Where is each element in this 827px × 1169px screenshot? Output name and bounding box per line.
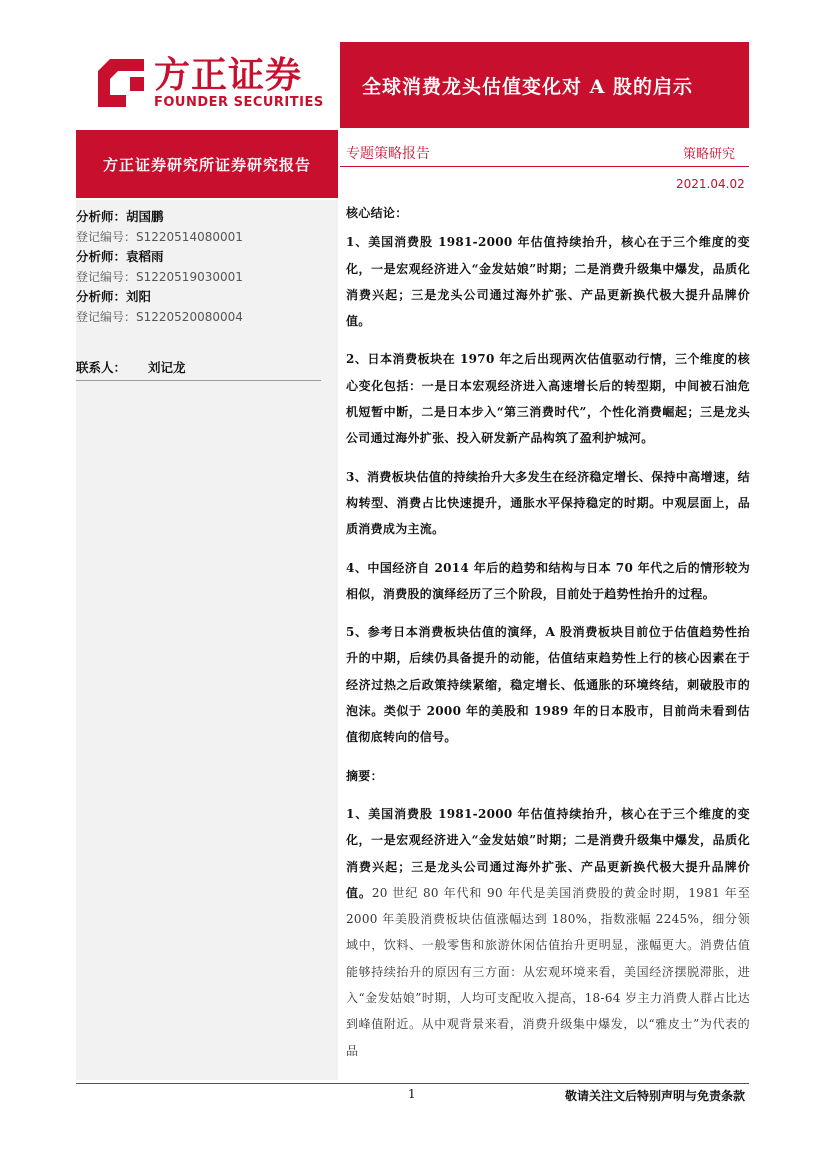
contact-divider [76, 380, 321, 381]
core-point: 5、参考日本消费板块估值的演绎，A 股消费板块目前位于估值趋势性抬升的中期，后续仍具备提升的动能，估值结束趋势性上行的核心因素在于经济过热之后政策持续紧缩，稳定增长、低通胀的环境终结，刺破股市的泡沫。类似于 2000 年的美股和 1989 年的日本股市，目前尚未看到估值彻底转向的信号。 [346, 625, 750, 745]
reg-number: S1220514080001 [136, 230, 243, 244]
report-type: 专题策略报告 [346, 146, 430, 162]
reg-label: 登记编号： [76, 310, 137, 324]
core-point: 1、美国消费股 1981-2000 年估值持续抬升，核心在于三个维度的变化，一是宏观经济进入“金发姑娘”时期；二是消费升级集中爆发，品质化消费兴起；三是龙头公司通过海外扩张、产品更新换代极大提升品牌价值。 [346, 235, 750, 329]
core-point: 4、中国经济自 2014 年后的趋势和结构与日本 70 年代之后的情形较为相似，消费股的演绎经历了三个阶段，目前处于趋势性抬升的过程。 [346, 560, 750, 601]
analyst-name: 胡国鹏 [126, 209, 164, 224]
report-title: 全球消费龙头估值变化对 A 股的启示 [362, 75, 693, 98]
report-title-bar [340, 42, 749, 128]
logo-name-en: FOUNDER SECURITIES [154, 95, 324, 110]
header-divider [340, 166, 749, 167]
reg-label: 登记编号： [76, 270, 137, 284]
disclaimer-note: 敬请关注文后特别声明与免责条款 [565, 1089, 746, 1103]
core-point: 2、日本消费板块在 1970 年之后出现两次估值驱动行情，三个维度的核心变化包括：一是日本宏观经济进入高速增长后的转型期，中间被石油危机短暂中断，二是日本步入“第三消费时代”，个性化消费崛起；三是龙头公司通过海外扩张、投入研发新产品构筑了盈利护城河。 [346, 352, 750, 446]
report-date: 2021.04.02 [676, 177, 745, 191]
logo-mark-icon [96, 57, 146, 109]
core-point: 3、消费板块估值的持续抬升大多发生在经济稳定增长、保持中高增速，结构转型、消费占比快速提升，通胀水平保持稳定的时期。中观层面上，品质消费成为主流。 [346, 469, 750, 537]
company-logo [96, 55, 326, 115]
core-heading: 核心结论： [346, 206, 408, 220]
analyst-block [76, 207, 336, 327]
logo-name-cn: 方正证券 [154, 55, 303, 96]
sidebar-panel [76, 200, 338, 1080]
analyst-name: 刘阳 [126, 289, 152, 304]
summary-paragraph [346, 801, 750, 1064]
footer-divider [76, 1083, 749, 1084]
summary-lead: 1、美国消费股 1981-2000 年估值持续抬升，核心在于三个维度的变化，一是宏观经济进入“金发姑娘”时期；二是消费升级集中爆发，品质化消费兴起；三是龙头公司通过海外扩张、产品更新换代极大提升品牌价值。 [346, 806, 750, 900]
summary-text: 20 世纪 80 年代和 90 年代是美国消费股的黄金时期，1981 年至 2000 年美股消费板块估值涨幅达到 180%，指数涨幅 2245%，细分领域中，饮料、一般零售和旅游休闲估值抬升更明显，涨幅更大。消费估值能够持续抬升的原因有三方面：从宏观环境来看，美国经济摆脱滞胀，进入“金发姑娘”时期，人均可支配收入提高，18-64 岁主力消费人群占比达到峰值附近。从中观背景来看，消费升级集中爆发，以“雅皮士”为代表的品 [346, 885, 750, 1058]
analyst-label: 分析师： [76, 249, 127, 264]
contact-label: 联系人： [76, 360, 127, 375]
reg-number: S1220520080004 [136, 310, 243, 324]
analyst-label: 分析师： [76, 209, 127, 224]
reg-number: S1220519030001 [136, 270, 243, 284]
contact-block [76, 358, 336, 378]
analyst-name: 袁稻雨 [126, 249, 164, 264]
reg-label: 登记编号： [76, 230, 137, 244]
report-body [346, 200, 750, 1064]
analyst-label: 分析师： [76, 289, 127, 304]
contact-name: 刘记龙 [148, 360, 186, 375]
page-number: 1 [408, 1087, 416, 1101]
summary-heading: 摘要： [346, 768, 383, 783]
report-category: 策略研究 [683, 147, 736, 162]
institution-name: 方正证券研究所证券研究报告 [102, 155, 311, 174]
institution-bar [76, 130, 338, 198]
